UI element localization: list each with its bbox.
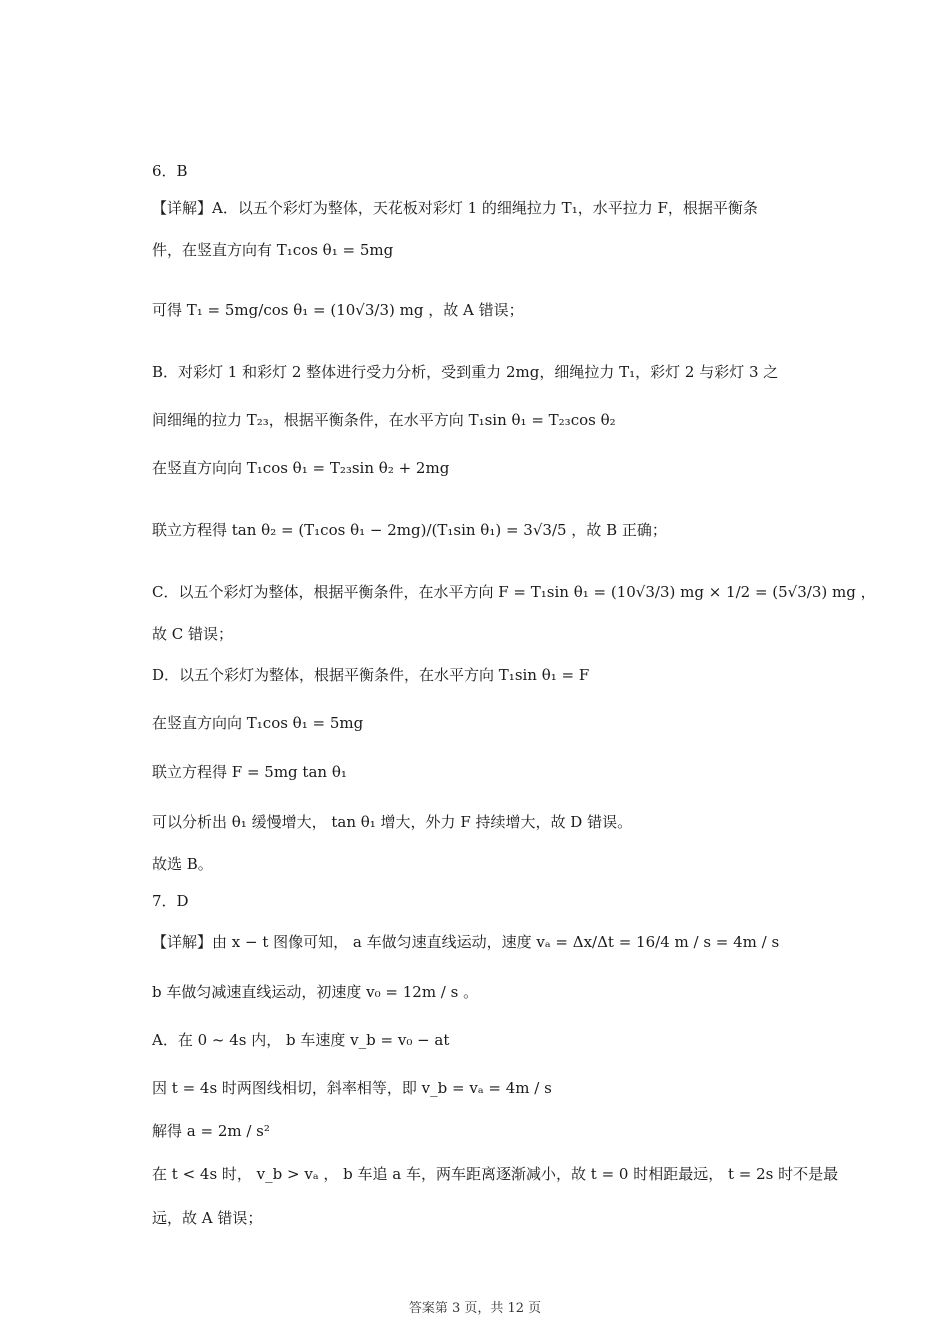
q7-line-1: 【详解】由 x − t 图像可知， a 车做匀速直线运动，速度 vₐ = Δx/Δt = 16/4 m / s = 4m / s: [152, 933, 780, 951]
q7-line-2: b 车做匀减速直线运动，初速度 v₀ = 12m / s 。: [152, 983, 479, 1001]
q6-line-8: C．以五个彩灯为整体，根据平衡条件，在水平方向 F = T₁sin θ₁ = (10√3/3) mg × 1/2 = (5√3/3) mg ，: [152, 583, 876, 601]
q6-answer: 6．B: [152, 162, 188, 180]
q6-line-7: 联立方程得 tan θ₂ = (T₁cos θ₁ − 2mg)/(T₁sin θ₁) = 3√3/5 ，故 B 正确；: [152, 521, 667, 539]
q6-line-5: 间细绳的拉力 T₂₃，根据平衡条件，在水平方向 T₁sin θ₁ = T₂₃cos θ₂: [152, 411, 616, 429]
q6-line-11: 在竖直方向向 T₁cos θ₁ = 5mg: [152, 714, 364, 732]
q6-line-1: 【详解】A．以五个彩灯为整体，天花板对彩灯 1 的细绳拉力 T₁，水平拉力 F，根据平衡条: [152, 199, 758, 217]
q6-line-12: 联立方程得 F = 5mg tan θ₁: [152, 763, 347, 781]
q6-line-2: 件，在竖直方向有 T₁cos θ₁ = 5mg: [152, 241, 394, 259]
q7-line-7: 远，故 A 错误；: [152, 1209, 263, 1227]
q6-line-3: 可得 T₁ = 5mg/cos θ₁ = (10√3/3) mg ，故 A 错误；: [152, 301, 524, 319]
q7-line-3: A．在 0 ~ 4s 内， b 车速度 v_b = v₀ − at: [152, 1031, 450, 1049]
page-footer: 答案第 3 页，共 12 页: [408, 1301, 542, 1316]
q7-line-4: 因 t = 4s 时两图线相切，斜率相等，即 v_b = vₐ = 4m / s: [152, 1079, 552, 1097]
q6-line-14: 故选 B。: [152, 855, 213, 873]
q6-line-10: D．以五个彩灯为整体，根据平衡条件，在水平方向 T₁sin θ₁ = F: [152, 666, 590, 684]
q6-line-4: B．对彩灯 1 和彩灯 2 整体进行受力分析，受到重力 2mg，细绳拉力 T₁，彩灯 2 与彩灯 3 之: [152, 363, 779, 381]
q7-line-6: 在 t < 4s 时， v_b > vₐ ， b 车追 a 车，两车距离逐渐减小，故 t = 0 时相距最远， t = 2s 时不是最: [152, 1165, 839, 1183]
q7-line-5: 解得 a = 2m / s²: [152, 1122, 270, 1140]
q6-line-13: 可以分析出 θ₁ 缓慢增大， tan θ₁ 增大，外力 F 持续增大，故 D 错误。: [152, 813, 633, 831]
q6-line-6: 在竖直方向向 T₁cos θ₁ = T₂₃sin θ₂ + 2mg: [152, 459, 450, 477]
q7-answer: 7．D: [152, 892, 189, 910]
q6-line-9: 故 C 错误；: [152, 625, 234, 643]
